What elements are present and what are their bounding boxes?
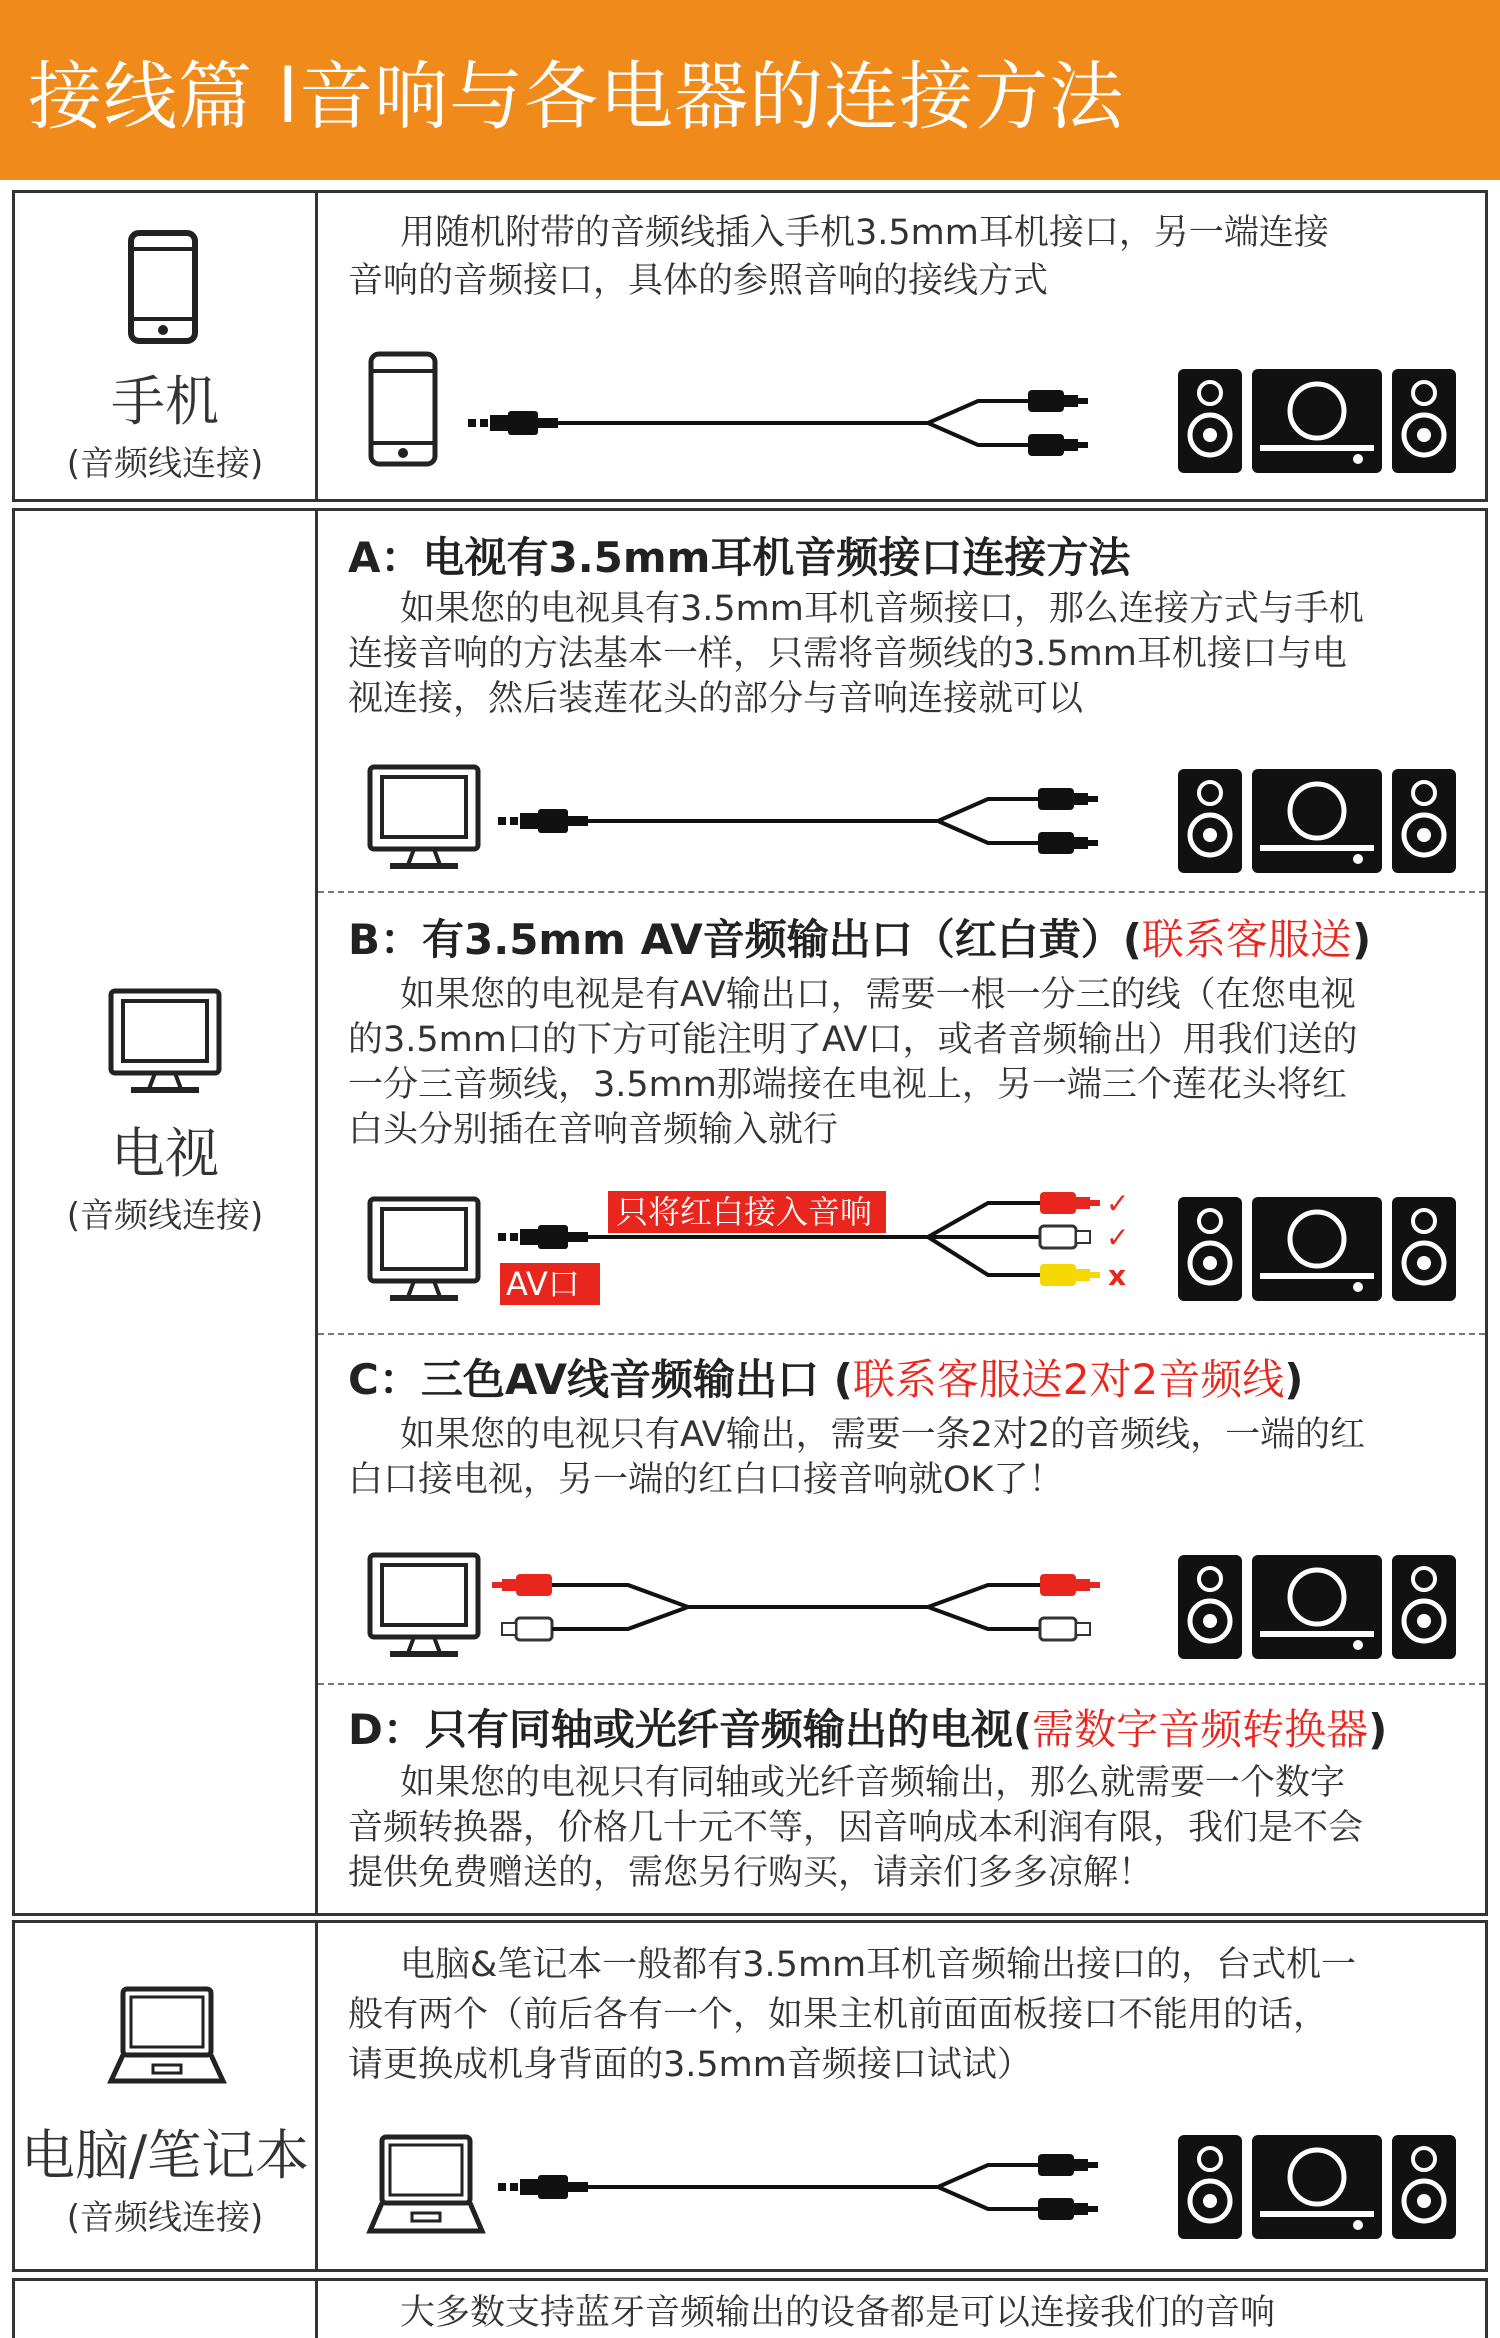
av-port-tag-label: AV口: [506, 1265, 580, 1303]
phone-label-cell: [15, 193, 318, 499]
phone-icon: [127, 229, 203, 349]
phone-desc-line-1: 用随机附带的音频线插入手机3.5mm耳机接口，另一端连接: [400, 213, 1329, 253]
rca-red-plug: [1040, 1192, 1100, 1214]
laptop-small-icon: [370, 2137, 482, 2231]
tv-option-b-title-highlight: 联系客服送: [1141, 915, 1352, 964]
tv-option-a-line: 如果您的电视具有3.5mm耳机音频接口，那么连接方式与手机: [400, 589, 1364, 629]
phone-desc-line-2: 音响的音频接口，具体的参照音响的接线方式: [348, 261, 1049, 301]
tv-option-d-line: 如果您的电视只有同轴或光纤音频输出，那么就需要一个数字: [400, 1763, 1346, 1803]
tv-option-b-line: 一分三音频线，3.5mm那端接在电视上，另一端三个莲花头将红: [348, 1065, 1347, 1105]
tv-option-b-line: 白头分别插在音响音频输入就行: [348, 1110, 839, 1150]
rca-yellow-plug: [1040, 1264, 1100, 1286]
tv-section: [12, 508, 1488, 1916]
tv-b-connection-diagram: [368, 1185, 1468, 1315]
page-header: [0, 0, 1500, 180]
phone-small-icon: [371, 354, 435, 464]
phone-connection-diagram: [368, 351, 1468, 481]
check-icon: ✓: [1106, 1221, 1130, 1254]
pc-connection-diagram: [368, 2131, 1468, 2251]
tv-option-b-line: 的3.5mm口的下方可能注明了AV口，或者音频输出）用我们送的: [348, 1020, 1358, 1060]
rca-white-plug-right: [1040, 1618, 1090, 1640]
tv-icon: [109, 989, 221, 1095]
bluetooth-desc-line: 大多数支持蓝牙音频输出的设备都是可以连接我们的音响: [400, 2293, 1276, 2333]
rca-white-plug: [1040, 1226, 1090, 1248]
pc-label-cell: [15, 1923, 318, 2269]
pc-desc-line: 请更换成机身背面的3.5mm音频接口试试）: [348, 2045, 1032, 2085]
tv-a-connection-diagram: [368, 759, 1468, 879]
rca-red-plug-left: [492, 1574, 552, 1596]
tv-option-c-title: [348, 1347, 1475, 1407]
page-title: 接线篇 l音响与各电器的连接方法: [28, 54, 1125, 140]
tv-option-b-title: [348, 907, 1475, 967]
divider: [318, 891, 1485, 893]
tv-option-d-title-end: ): [1368, 1705, 1388, 1754]
tv-option-c-title-highlight: 联系客服送2对2音频线: [852, 1355, 1285, 1404]
divider: [318, 1333, 1485, 1335]
tv-option-b-title-end: ): [1351, 915, 1372, 964]
tv-option-d-title-highlight: 需数字音频转换器: [1032, 1705, 1369, 1754]
tv-option-d-title-text: D：只有同轴或光纤音频输出的电视(: [348, 1705, 1033, 1754]
phone-section: [12, 190, 1488, 502]
check-icon: ✓: [1106, 1187, 1130, 1220]
device-name: 电脑/笔记本: [20, 2124, 310, 2187]
cross-icon: x: [1108, 1259, 1127, 1292]
pc-content: [318, 1923, 1485, 2269]
tv-option-c-title-end: ): [1284, 1355, 1304, 1404]
tv-c-connection-diagram: [368, 1547, 1468, 1667]
tv-option-a-title: A：电视有3.5mm耳机音频接口连接方法: [348, 533, 1131, 582]
tv-option-d-line: 提供免费赠送的，需您另行购买，请亲们多多凉解！: [348, 1853, 1154, 1893]
tv-content: [318, 511, 1485, 1913]
tv-option-d-title: [348, 1697, 1475, 1757]
bluetooth-content: [318, 2281, 1485, 2338]
tv-option-b-title-text: B：有3.5mm AV音频输出口（红白黄）(: [348, 915, 1142, 964]
pc-desc-line: 般有两个（前后各有一个，如果主机前面面板接口不能用的话，: [348, 1995, 1329, 2035]
device-name: 手机: [111, 370, 219, 433]
tv-option-c-line: 白口接电视，另一端的红白口接音响就OK了！: [348, 1460, 1064, 1500]
pc-section: [12, 1920, 1488, 2272]
device-subtitle: (音频线连接): [66, 444, 264, 484]
bluetooth-section: [12, 2278, 1488, 2338]
tv-option-c-title-text: C：三色AV线音频输出口 (: [348, 1355, 853, 1404]
device-name: 电视: [111, 1122, 219, 1185]
tv-label-cell: [15, 511, 318, 1913]
rca-red-plug-right: [1040, 1574, 1100, 1596]
tv-option-d-line: 音频转换器，价格几十元不等，因音响成本利润有限，我们是不会: [348, 1808, 1364, 1848]
tv-option-a-line: 视连接，然后装莲花头的部分与音响连接就可以: [348, 679, 1084, 719]
device-subtitle: (音频线连接): [66, 2198, 264, 2238]
device-subtitle: (音频线连接): [66, 1196, 264, 1236]
tv-option-a-line: 连接音响的方法基本一样，只需将音频线的3.5mm耳机接口与电: [348, 634, 1347, 674]
red-white-tag-label: 只将红白接入音响: [616, 1193, 873, 1231]
phone-content: [318, 193, 1485, 499]
divider: [318, 1683, 1485, 1685]
laptop-icon: [109, 1985, 225, 2089]
pc-desc-line: 电脑&笔记本一般都有3.5mm耳机音频输出接口的，台式机一: [400, 1945, 1357, 1985]
tv-option-c-line: 如果您的电视只有AV输出，需要一条2对2的音频线，一端的红: [400, 1415, 1366, 1455]
rca-white-plug-left: [502, 1618, 552, 1640]
bluetooth-label-cell: [15, 2281, 318, 2338]
tv-option-b-line: 如果您的电视是有AV输出口，需要一根一分三的线（在您电视: [400, 975, 1356, 1015]
